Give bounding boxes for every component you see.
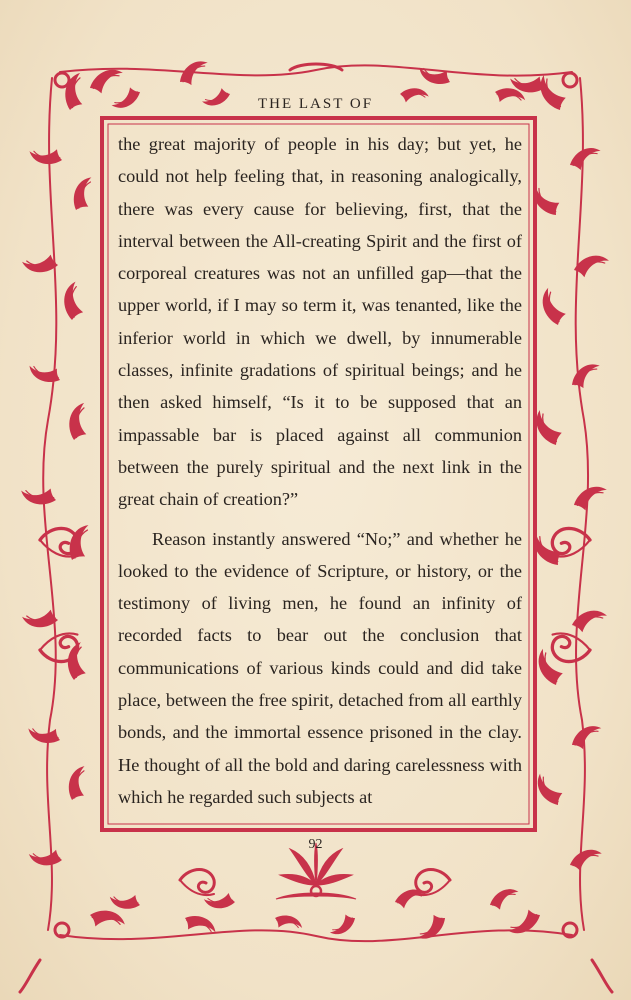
page-number: 92 <box>308 837 323 852</box>
paragraph: Reason instantly answered “No;” and whether he looked to the evidence of Scripture, or history, or the testimony of living men, he found an infinity of recorded facts to bear out the conclusion that communications of various kinds could and did take place, between the free spirit, detached from all earthly bonds, and the immortal essence prisoned in the clay. He thought of all the bold and daring carelessness with which he regarded such subjects at <box>118 528 522 807</box>
body-text <box>118 128 522 813</box>
running-head: THE LAST OF <box>257 96 374 112</box>
paragraph: the great majority of people in his day; but yet, he could not help feeling that, in reasoning analogically, there was every cause for believing, first, that the interval between the All-creating Spirit and the first of corporeal creatures was not an unfilled gap—that the upper world, if I may so term it, was tenanted, like the inferior world in which we dwell, by innumerable classes, infinite gradations of spiritual beings; and he then asked himself, “Is it to be supposed that an impassable bar is placed against all communion between the purely spiritual and the next link in the great chain of creation?” <box>118 134 522 510</box>
